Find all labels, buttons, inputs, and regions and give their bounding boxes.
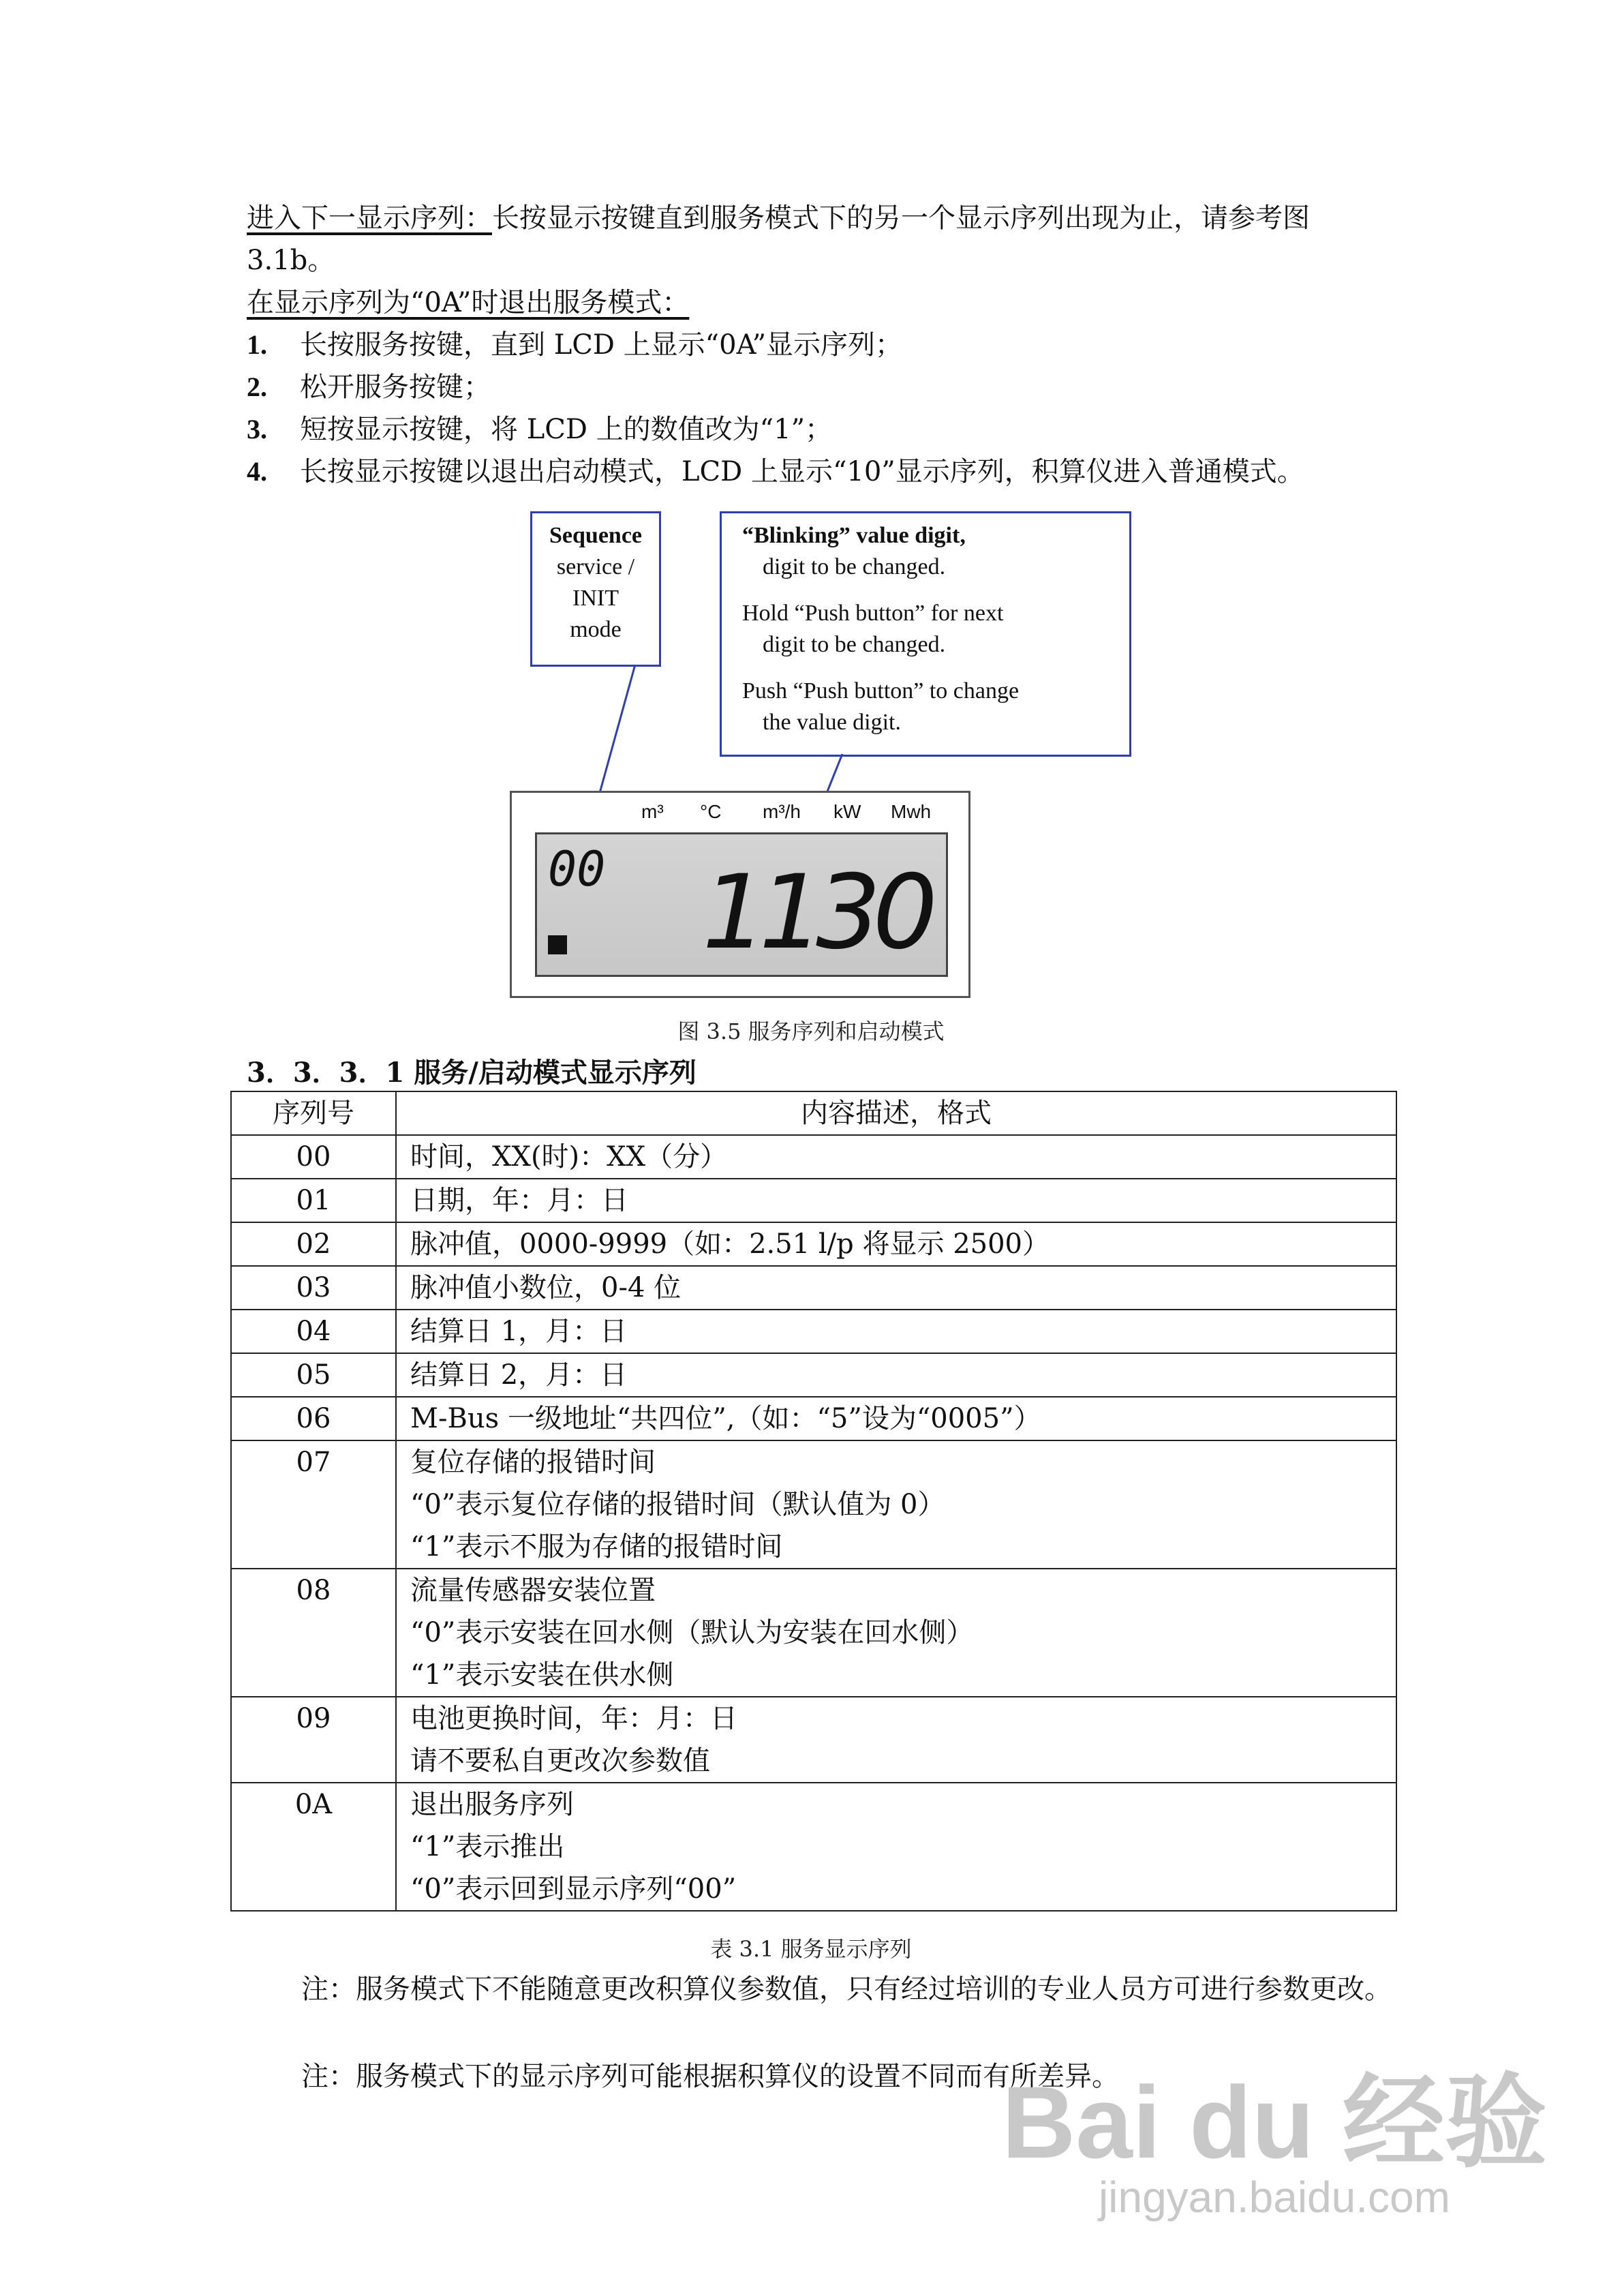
lcd-value: 1130 [702,854,930,972]
unit-label: kW [833,801,861,822]
callout-blinking-line: Push “Push button” to change [742,678,1020,704]
exit-title: 在显示序列为“0A”时退出服务模式： [247,287,690,318]
description-line: 复位存储的报错时间 [410,1447,656,1478]
lcd-screen [535,832,948,977]
description-cell [396,1135,1396,1179]
table-row [231,1783,1396,1911]
description-cell [396,1397,1396,1440]
callout-blinking-line: Hold “Push button” for next [742,601,1004,626]
description-line: “1”表示安装在供水侧 [410,1659,674,1691]
description-line: 退出服务序列 [410,1789,574,1820]
callout-blinking-line: digit to be changed. [763,554,946,579]
header-description: 内容描述，格式 [396,1091,1396,1135]
figure-caption: 图 3.5 服务序列和启动模式 [677,1018,945,1044]
unit-label: m³/h [763,801,801,822]
sequence-number-cell: 01 [231,1179,396,1222]
note-1: 注：服务模式下不能随意更改积算仪参数值，只有经过培训的专业人员方可进行参数更改。 [301,1974,1392,2005]
table-row [231,1179,1396,1222]
step-number: 3. [247,414,267,444]
description-line: 结算日 1，月：日 [410,1316,628,1347]
callout-sequence-line: INIT [572,586,619,611]
callout-blinking-line: the value digit. [763,710,902,735]
description-cell [396,1440,1396,1569]
section-heading: 3．3．3．1 服务/启动模式显示序列 [247,1057,697,1089]
table-row [231,1397,1396,1440]
table-header-row [231,1091,1396,1135]
description-line: 结算日 2，月：日 [410,1359,628,1391]
step-number: 2. [247,372,267,402]
sequence-number-cell: 04 [231,1310,396,1353]
note-2: 注：服务模式下的显示序列可能根据积算仪的设置不同而有所差异。 [301,2061,1119,2092]
callout-sequence-line: service / [556,554,635,579]
step-text: 短按显示按键，将 LCD 上的数值改为“1”； [300,414,833,445]
description-line: “0”表示回到显示序列“00” [410,1873,737,1905]
header-seq: 序列号 [231,1091,396,1135]
step-text: 长按服务按键，直到 LCD 上显示“0A”显示序列； [300,329,903,361]
table-row [231,1310,1396,1353]
callout-blinking-line: digit to be changed. [763,632,946,657]
table-row [231,1697,1396,1783]
intro-line-2: 3.1b。 [247,245,335,276]
table-caption: 表 3.1 服务显示序列 [710,1936,912,1962]
next-sequence-text: 长按显示按键直到服务模式下的另一个显示序列出现为止，请参考图 [492,202,1310,234]
description-cell [396,1697,1396,1783]
table-row [231,1569,1396,1697]
sequence-number-cell: 09 [231,1697,396,1783]
description-cell [396,1353,1396,1397]
lcd-sequence-number: 00 [548,841,606,897]
sequence-number-cell: 03 [231,1266,396,1310]
description-cell [396,1310,1396,1353]
description-line: “1”表示不服为存储的报错时间 [410,1531,783,1562]
table-body [231,1135,1396,1911]
description-line: 流量传感器安装位置 [410,1575,656,1606]
unit-label: Mwh [891,801,932,822]
unit-label: m³ [641,801,664,822]
table-row [231,1135,1396,1179]
description-line: 时间，XX(时)：XX（分） [410,1141,728,1173]
callout-sequence-line: mode [570,617,622,642]
sequence-number-cell: 02 [231,1222,396,1266]
sequence-number-cell: 08 [231,1569,396,1697]
step-number: 4. [247,456,267,487]
watermark [1001,2065,1547,2222]
description-line: “0”表示复位存储的报错时间（默认值为 0） [410,1489,945,1520]
unit-label: °C [700,801,722,822]
description-cell [396,1266,1396,1310]
callout-sequence-line: Sequence [549,523,642,548]
lcd-indicator-block [548,935,567,954]
description-cell [396,1569,1396,1697]
description-cell [396,1179,1396,1222]
table-row [231,1222,1396,1266]
sequence-number-cell: 05 [231,1353,396,1397]
next-sequence-title: 进入下一显示序列： [247,202,492,234]
callout-blinking-line: “Blinking” value digit, [742,523,966,548]
description-line: 日期，年：月：日 [410,1185,628,1216]
sequence-number-cell: 07 [231,1440,396,1569]
description-line: “1”表示推出 [410,1831,565,1862]
lcd-display [510,791,970,998]
step-text: 长按显示按键以退出启动模式，LCD 上显示“10”显示序列，积算仪进入普通模式。 [300,456,1304,487]
watermark-url: jingyan.baidu.com [1099,2173,1450,2222]
step-text: 松开服务按键； [300,372,491,403]
description-line: 脉冲值，0000-9999（如：2.51 l/p 将显示 2500） [410,1228,1050,1260]
description-cell [396,1783,1396,1911]
step-number: 1. [247,329,267,360]
table-row [231,1353,1396,1397]
sequence-number-cell: 00 [231,1135,396,1179]
sequence-number-cell: 06 [231,1397,396,1440]
description-line: “0”表示安装在回水侧（默认为安装在回水侧） [410,1617,974,1648]
description-line: 请不要私自更改次参数值 [410,1745,710,1777]
description-line: 脉冲值小数位，0-4 位 [410,1272,682,1303]
service-sequence-table [230,1091,1397,1912]
sequence-number-cell: 0A [231,1783,396,1911]
table-row [231,1440,1396,1569]
description-cell [396,1222,1396,1266]
table-row [231,1266,1396,1310]
description-line: M-Bus 一级地址“共四位”,（如：“5”设为“0005”） [410,1403,1041,1434]
description-line: 电池更换时间，年：月：日 [410,1703,737,1734]
watermark-brand: Bai du 经验 [1001,2065,1547,2179]
